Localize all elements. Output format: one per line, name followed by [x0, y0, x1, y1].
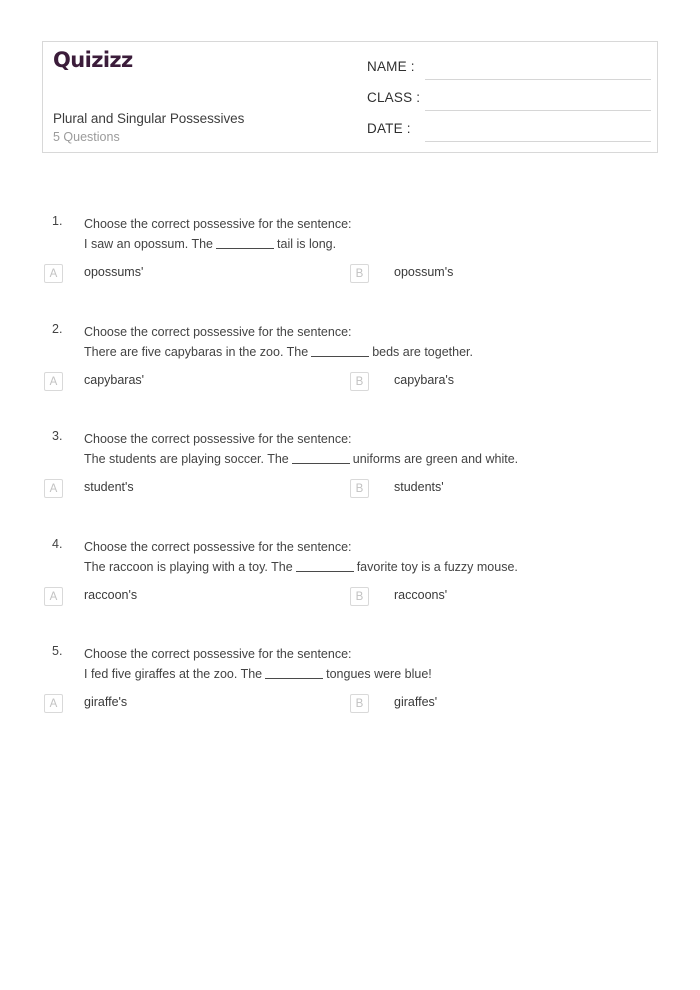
question-count-label: 5 Questions [53, 130, 120, 144]
option-a-label: raccoon's [84, 587, 138, 602]
option-a-badge[interactable]: A [44, 372, 63, 391]
option-b-badge[interactable]: B [350, 587, 369, 606]
option-a-label: capybaras' [84, 372, 145, 387]
option-b-label: raccoons' [394, 587, 448, 602]
option-b-label: capybara's [394, 372, 455, 387]
answer-blank[interactable] [311, 356, 369, 357]
sentence-before-blank: I fed five giraffes at the zoo. The [84, 667, 263, 681]
question-number: 2. [52, 321, 63, 336]
date-field-label: DATE : [367, 121, 411, 136]
quizizz-logo: Quizizz [53, 48, 133, 72]
sentence-after-blank: tongues were blue! [326, 667, 432, 681]
question-block [0, 528, 700, 636]
option-a-badge[interactable]: A [44, 479, 63, 498]
option-b-label: opossum's [394, 265, 454, 279]
options-row [0, 587, 700, 611]
sentence-before-blank: There are five capybaras in the zoo. The [84, 344, 309, 359]
field-row-class [367, 90, 651, 121]
class-field-input[interactable] [425, 110, 651, 111]
answer-blank[interactable] [265, 678, 323, 679]
question-text [84, 429, 644, 469]
sentence-before-blank: I saw an opossum. The [84, 237, 214, 251]
options-row [0, 372, 700, 396]
question-block [0, 313, 700, 421]
question-number: 5. [52, 644, 63, 658]
sentence-after-blank: tail is long. [277, 237, 337, 251]
option-b-badge[interactable]: B [350, 694, 369, 713]
question-text [84, 537, 644, 577]
sentence-before-blank: The students are playing soccer. The [84, 452, 289, 466]
question-number: 4. [52, 536, 63, 551]
question-sentence [84, 342, 644, 362]
question-block [0, 635, 700, 743]
option-b-badge[interactable]: B [350, 479, 369, 498]
brand-block [53, 50, 353, 71]
answer-blank[interactable] [292, 463, 350, 464]
question-block [0, 205, 700, 313]
question-prompt: Choose the correct possessive for the sentence: [84, 217, 352, 231]
page-title: Plural and Singular Possessives [53, 111, 245, 126]
sentence-after-blank: uniforms are green and white. [352, 452, 519, 466]
option-a-label: opossums' [84, 265, 144, 279]
question-text [84, 322, 644, 362]
name-field-input[interactable] [425, 79, 651, 80]
question-sentence [84, 234, 644, 254]
answer-blank[interactable] [296, 571, 354, 572]
question-number: 1. [52, 214, 63, 228]
question-prompt: Choose the correct possessive for the sentence: [84, 647, 352, 661]
sentence-after-blank: favorite toy is a fuzzy mouse. [356, 559, 518, 574]
options-row [0, 694, 700, 718]
question-prompt: Choose the correct possessive for the sentence: [84, 432, 352, 446]
student-info-fields [367, 59, 651, 152]
question-sentence [84, 557, 644, 577]
question-sentence [84, 664, 644, 684]
option-a-badge[interactable]: A [44, 264, 63, 283]
date-field-input[interactable] [425, 141, 651, 142]
question-sentence [84, 449, 644, 469]
question-block [0, 420, 700, 528]
option-a-badge[interactable]: A [44, 694, 63, 713]
option-b-label: students' [394, 480, 444, 494]
options-row [0, 479, 700, 503]
options-row [0, 264, 700, 288]
option-b-badge[interactable]: B [350, 264, 369, 283]
questions-list [0, 205, 700, 743]
option-a-label: student's [84, 480, 134, 494]
field-row-date [367, 121, 651, 152]
question-number: 3. [52, 429, 63, 443]
sentence-before-blank: The raccoon is playing with a toy. The [84, 559, 293, 574]
question-prompt: Choose the correct possessive for the sentence: [84, 324, 352, 339]
question-text [84, 214, 644, 254]
option-a-badge[interactable]: A [44, 587, 63, 606]
option-b-label: giraffes' [394, 695, 438, 709]
class-field-label: CLASS : [367, 90, 421, 105]
worksheet-header-card [42, 41, 658, 153]
sentence-after-blank: beds are together. [372, 344, 473, 359]
answer-blank[interactable] [216, 248, 274, 249]
option-b-badge[interactable]: B [350, 372, 369, 391]
name-field-label: NAME : [367, 59, 415, 74]
question-prompt: Choose the correct possessive for the sentence: [84, 539, 352, 554]
question-text [84, 644, 644, 684]
option-a-label: giraffe's [84, 695, 128, 709]
field-row-name [367, 59, 651, 90]
